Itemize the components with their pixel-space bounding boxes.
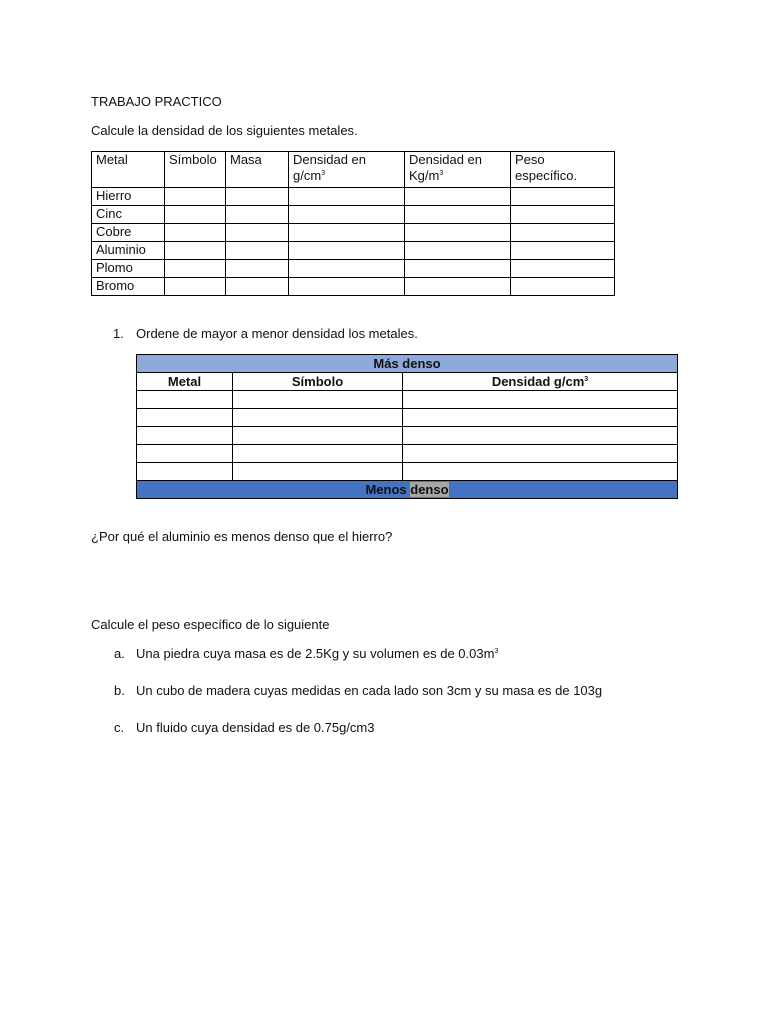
section-2-title: Calcule el peso específico de lo siguiente (91, 617, 330, 632)
header-densidad-kgm3: Densidad en $Kg/m^3$ (405, 152, 511, 188)
question-text: ¿Por qué el aluminio es menos denso que el hierro? (91, 529, 393, 544)
table-row (92, 260, 615, 278)
item-1-text: Ordene de mayor a menor densidad los metales. (136, 326, 418, 341)
header-densidad: Densidad $g/cm^3$ (403, 373, 678, 391)
item-c-letter: c. (114, 720, 125, 735)
table-row (137, 409, 678, 427)
header-peso-especifico: Peso específico. (511, 152, 615, 188)
header-metal: Metal (137, 373, 233, 391)
item-b-text: Un cubo de madera cuyas medidas en cada lado son 3cm y su masa es de 103g (136, 683, 603, 698)
header-masa: Masa (226, 152, 289, 188)
table-row (92, 242, 615, 260)
metal-cell: Cinc (92, 206, 165, 224)
density-table (91, 151, 615, 296)
metal-cell: Plomo (92, 260, 165, 278)
table-header-row (137, 373, 678, 391)
header-densidad-gcm3: Densidad en $g/cm^3$ (289, 152, 405, 188)
header-metal: Metal (92, 152, 165, 188)
metal-cell: Cobre (92, 224, 165, 242)
item-b-letter: b. (114, 683, 125, 698)
item-1-number: 1. (113, 326, 124, 341)
table-row (137, 445, 678, 463)
metal-cell: Bromo (92, 278, 165, 296)
ordering-table (136, 354, 678, 499)
item-a-text: Una piedra cuya masa es de 2.5Kg y su volumen es de $0.03m^3$ (136, 646, 499, 661)
document-title: TRABAJO PRACTICO (91, 94, 222, 109)
item-c-text: Un fluido cuya densidad es de 0.75g/cm3 (136, 720, 375, 735)
mas-denso-label: Más denso (137, 355, 678, 373)
intro-text: Calcule la densidad de los siguientes metales. (91, 123, 358, 138)
menos-denso-label: Menos denso (137, 481, 678, 499)
table-row (137, 391, 678, 409)
metal-cell: Aluminio (92, 242, 165, 260)
header-simbolo: Símbolo (233, 373, 403, 391)
table-row (137, 427, 678, 445)
metal-cell: Hierro (92, 188, 165, 206)
header-simbolo: Símbolo (165, 152, 226, 188)
table-row (137, 463, 678, 481)
table-row (92, 278, 615, 296)
item-a-letter: a. (114, 646, 125, 661)
band-top-row (137, 355, 678, 373)
table-row (92, 188, 615, 206)
band-bottom-row (137, 481, 678, 499)
table-row (92, 206, 615, 224)
table-header-row (92, 152, 615, 188)
table-row (92, 224, 615, 242)
